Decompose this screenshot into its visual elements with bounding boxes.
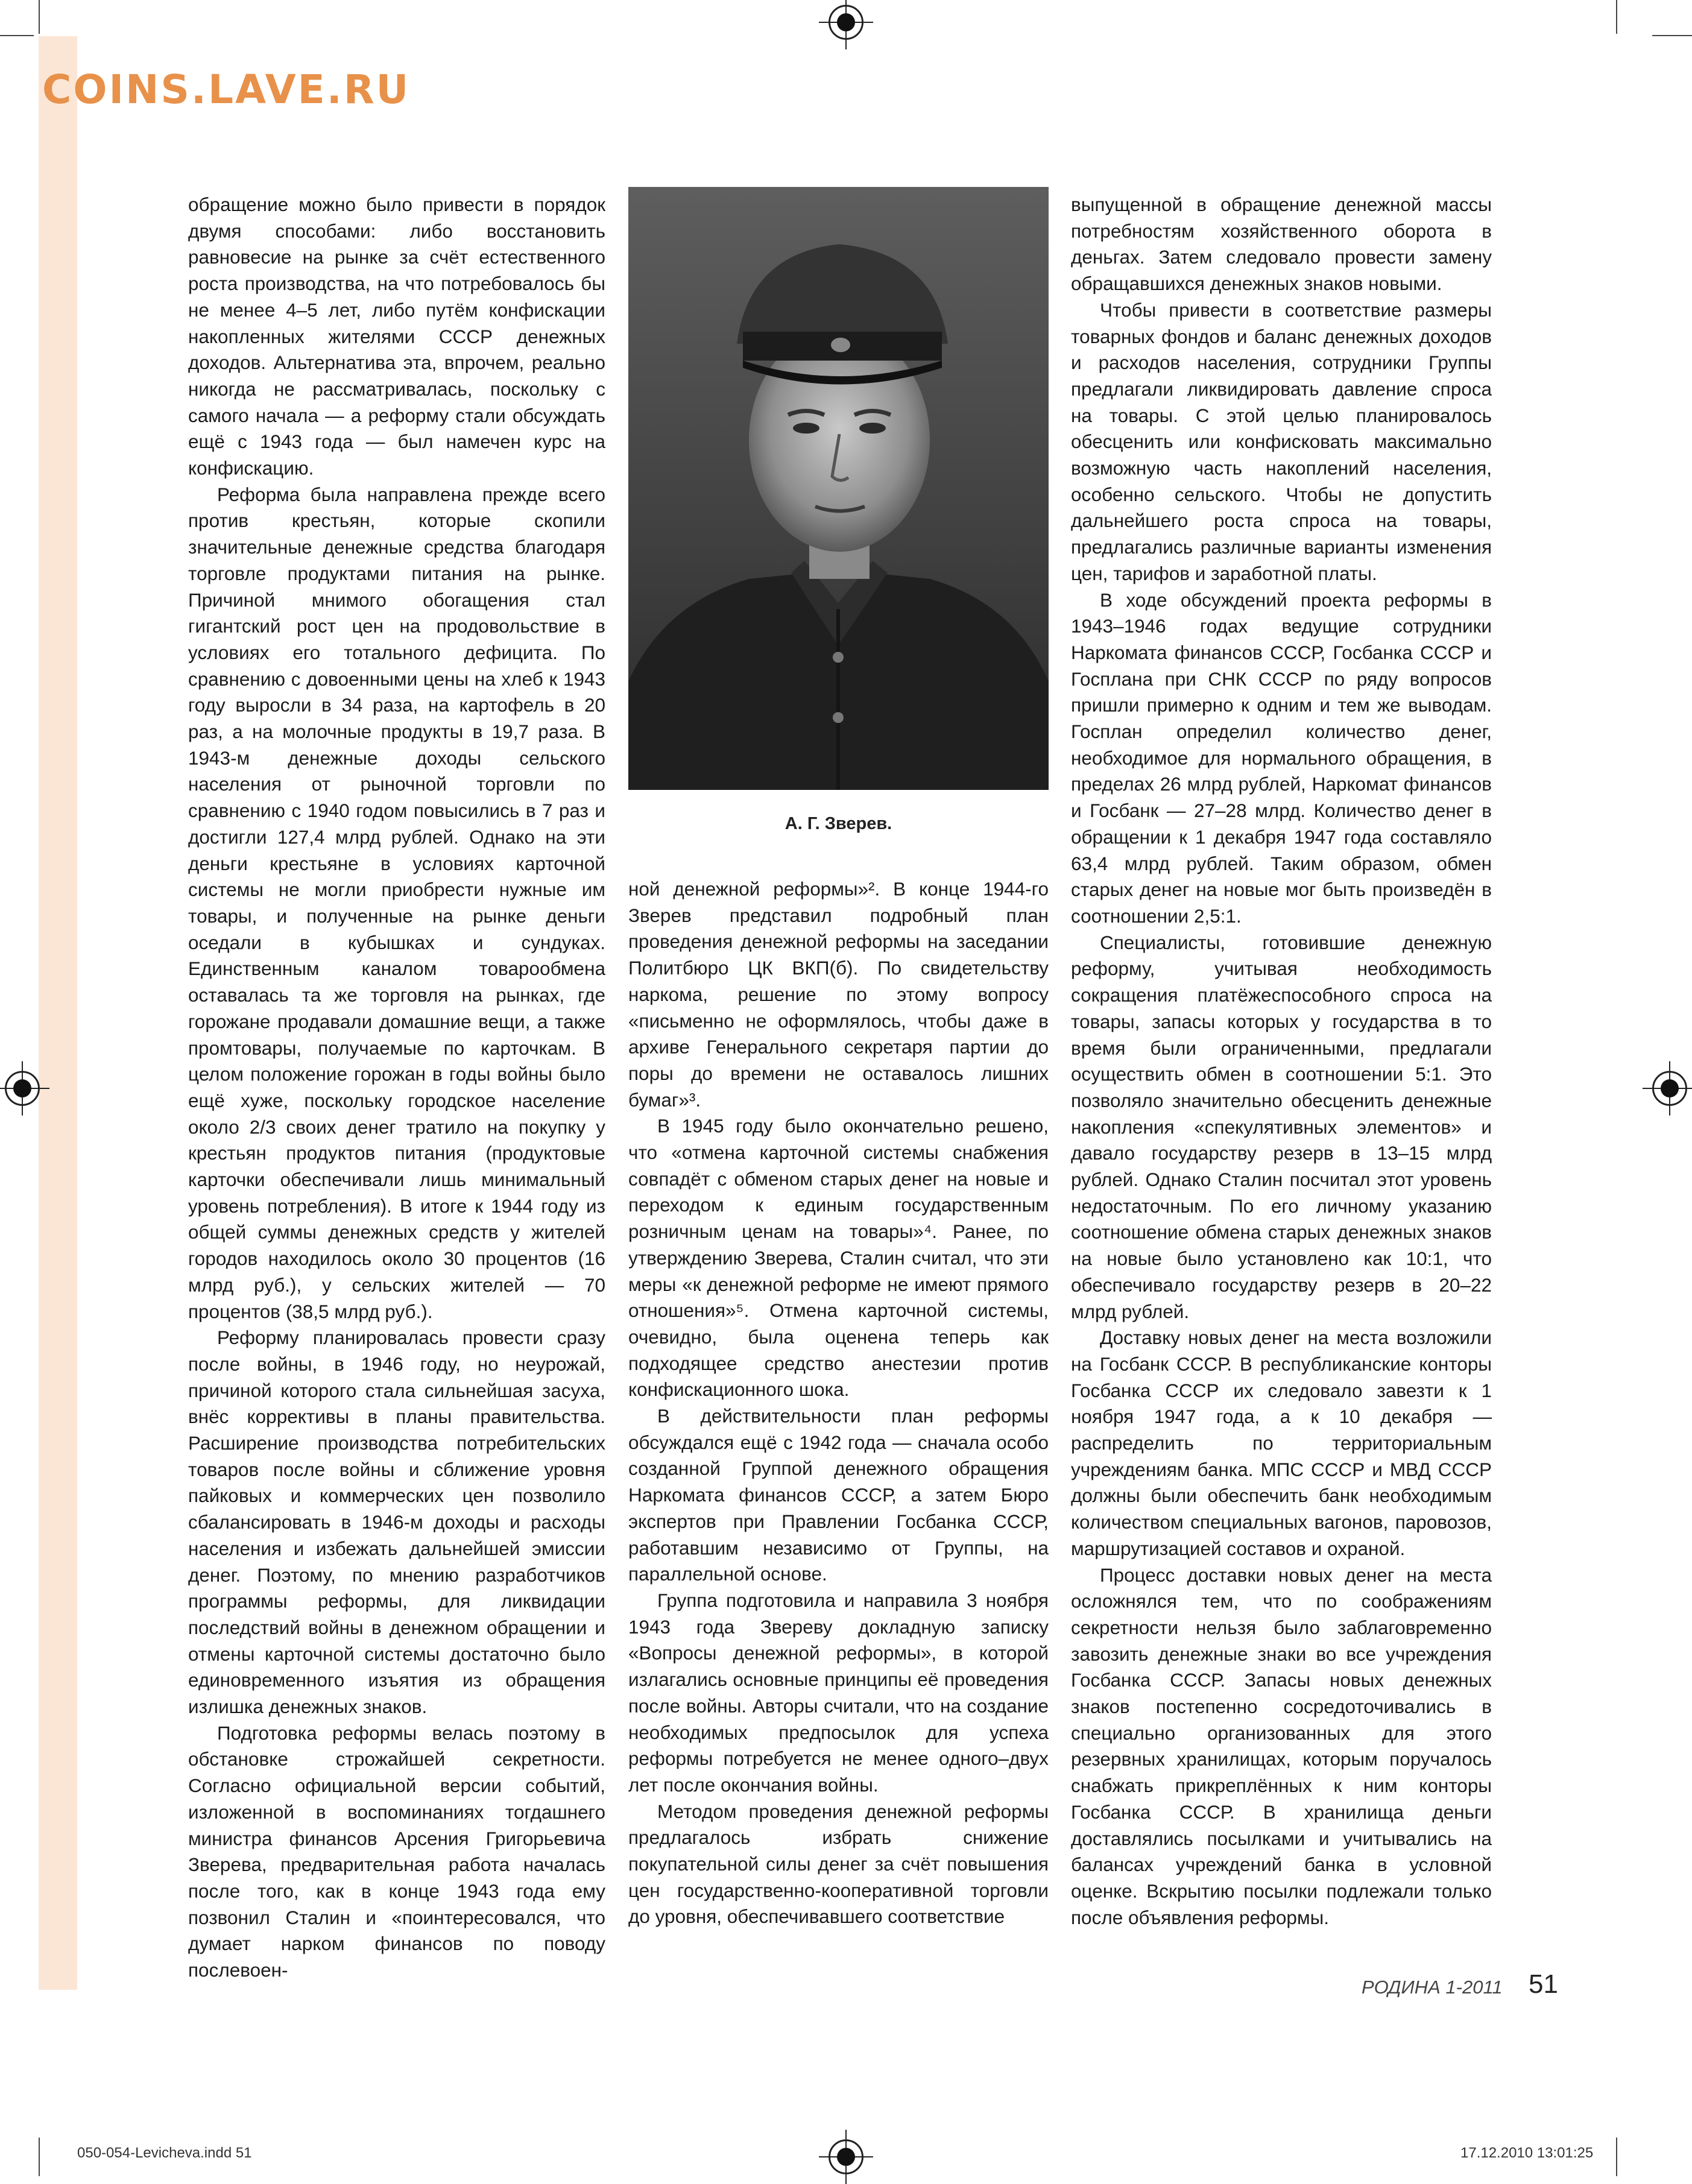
print-slug-timestamp: 17.12.2010 13:01:25: [1460, 2145, 1594, 2161]
left-column: [188, 192, 605, 1984]
print-slug-file: 050-054-Levicheva.indd 51: [77, 2145, 252, 2161]
crop-mark-icon: [39, 2138, 40, 2176]
paragraph: В ходе обсуждений проекта реформы в 1943–1946 годах ведущие сотрудники Наркомата финансов СССР, Госбанка СССР и Госплана при СНК СССР по ряду вопросов пришли примерно к одним и тем же выводам. Госплан определил количество денег, необходимое для нормального обращения, в пределах 26 млрд рублей, Наркомат финансов и Госбанк — 27–28 млрд. Количество денег в обращении к 1 декабря 1947 года составляло 63,4 млрд рублей. Таким образом, обмен старых денег на новые мог быть произведён в соотношении 2,5:1.: [1071, 589, 1492, 927]
paragraph: Группа подготовила и направила 3 ноября 1943 года Звереву докладную записку «Вопросы денежной реформы», в которой излагались основные принципы её проведения после войны. Авторы считали, что на создание необходимых предпосылок для успеха реформы потребуется не менее одного–двух лет после окончания войны.: [628, 1589, 1049, 1796]
paragraph: Специалисты, готовившие денежную реформу, учитывая необходимость сокращения платёжеспособного спроса на товары, запасы которых у государства в то время были ограниченными, предлагали осуществить обмен в соотношении 5:1. Это позволяло значительно обесценить денежные накопления «спекулятивных элементов» и давало государству резерв в 13–15 млрд рублей. Однако Сталин посчитал этот уровень недостаточным. По его личному указанию соотношение обмена старых денежных знаков на новые было установлено как 10:1, что обеспечивало государству резерв в 20–22 млрд рублей.: [1071, 931, 1492, 1322]
registration-mark-icon: [5, 1071, 40, 1106]
paragraph: Методом проведения денежной реформы предлагалось избрать снижение покупательной силы денег за счёт повышения цен государственно-кооперативной торговли до уровня, обеспечивавшего соответствие: [628, 1800, 1049, 1928]
crop-mark-icon: [1616, 2138, 1617, 2176]
page-number: 51: [1529, 1969, 1558, 1999]
journal-name: РОДИНА 1-2011: [1362, 1977, 1503, 1998]
portrait-illustration: [628, 187, 1049, 790]
registration-mark-icon: [829, 5, 863, 40]
crop-mark-icon: [0, 35, 34, 36]
paragraph: Подготовка реформы велась поэтому в обстановке строжайшей секретности. Согласно официальной версии событий, изложенной в воспоминаниях тогдашнего министра финансов Арсения Григорьевича Зверева, предварительная работа началась после того, как в конце 1943 года ему позвонил Сталин и «поинтересовался, что думает нарком финансов по поводу послевоен-: [188, 1722, 605, 1981]
paragraph: Реформа была направлена прежде всего против крестьян, которые скопили значительные денежные средства благодаря торговле продуктами питания на рынке. Причиной мнимого обогащения стал гигантский рост цен на продовольствие в условиях его тотального дефицита. По сравнению с довоенными цены на хлеб к 1943 году выросли в 34 раза, на картофель в 20 раз, а на молочные продукты в 19,7 раза. В 1943-м денежные доходы сельского населения от рыночной торговли по сравнению с 1940 годом повысились в 7 раз и достигли 127,4 млрд рублей. Однако на эти деньги крестьяне в условиях карточной системы не могли приобрести нужные им товары, и полученные на рынке деньги оседали в кубышках и сундуках. Единственным каналом товарообмена оставалась та же торговля на рынках, где горожане продавали домашние вещи, а также промтовары, получаемые по карточкам. В целом положение горожан в годы войны было ещё хуже, поскольку городское население около 2/3 своих денег тратило на покупку у крестьян продуктов питания (продуктовые карточки обеспечивали лишь минимальный уровень потребления). В итоге к 1944 году из общей суммы денежных средств у жителей городов находилось около 30 процентов (16 млрд руб.), у сельских жителей — 70 процентов (38,5 млрд руб.).: [188, 483, 605, 1322]
watermark: COINS.LAVE.RU: [42, 66, 411, 113]
registration-mark-icon: [829, 2139, 863, 2174]
registration-mark-icon: [1652, 1071, 1687, 1106]
portrait-photo: [628, 187, 1049, 790]
crop-mark-icon: [1616, 0, 1617, 34]
paragraph: выпущенной в обращение денежной массы потребностям хозяйственного оборота в деньгах. Затем следовало провести замену обращавшихся денежных знаков новыми.: [1071, 194, 1492, 295]
paragraph: обращение можно было привести в порядок двумя способами: либо восстановить равновесие на рынке за счёт естественного роста производства, на что потребовалось бы не менее 4–5 лет, либо путём конфискации накопленных жителями СССР денежных доходов. Альтернатива эта, впрочем, реально никогда не рассматривалась, поскольку с самого начала — а реформу стали обсуждать ещё с 1943 года — был намечен курс на конфискацию.: [188, 194, 605, 479]
paragraph: В 1945 году было окончательно решено, что «отмена карточной системы снабжения совпадёт с обменом старых денег на новые и переходом к единым государственным розничным ценам на товары»⁴. Ранее, по утверждению Зверева, Сталин считал, что эти меры «к денежной реформе не имеют прямого отношения»⁵. Отмена карточной системы, очевидно, была оценена теперь как подходящее средство анестезии против конфискационного шока.: [628, 1115, 1049, 1401]
paragraph: В действительности план реформы обсуждался ещё с 1942 года — сначала особо созданной Группой денежного обращения Наркомата финансов СССР, а затем Бюро экспертов при Правлении Госбанка СССР, работавшим независимо от Группы, на параллельной основе.: [628, 1405, 1049, 1585]
paragraph: Процесс доставки новых денег на места осложнялся тем, что по соображениям секретности нельзя было заблаговременно завозить денежные знаки во все учреждения Госбанка СССР. Запасы новых денежных знаков постепенно сосредоточивались в специально организованных для этого резервных хранилищах, которым поручалось снабжать прикреплённых к ним конторы Госбанка СССР. В хранилища деньги доставлялись посылками и учитывались на балансах учреждений банка в условной оценке. Вскрытию посылки подлежали только после объявления реформы.: [1071, 1564, 1492, 1928]
crop-mark-icon: [39, 0, 40, 34]
paragraph: Доставку новых денег на места возложили на Госбанк СССР. В республиканские конторы Госбанка СССР их следовало завезти к 1 ноября 1947 года, а к 10 декабря — распределить по территориальным учреждениям банка. МПС СССР и МВД СССР должны были обеспечить банк необходимым количеством специальных вагонов, паровозов, маршрутизацией составов и охраной.: [1071, 1327, 1492, 1559]
left-margin-band: [39, 36, 77, 1990]
paragraph: Чтобы привести в соответствие размеры товарных фондов и баланс денежных доходов и расходов населения, сотрудники Группы предлагали ликвидировать давление спроса на товары. С этой целью планировалось обесценить или конфисковать максимально возможную часть накоплений населения, особенно сельского. Чтобы не допустить дальнейшего роста спроса на товары, предлагались различные варианты изменения цен, тарифов и заработной платы.: [1071, 298, 1492, 584]
paragraph: Реформу планировалась провести сразу после войны, в 1946 году, но неурожай, причиной которого стала сильнейшая засуха, внёс коррективы в планы правительства. Расширение производства потребительских товаров после войны и сближение уровня пайковых и коммерческих цен позволило сбалансировать в 1946-м доходы и расходы населения и избежать дальнейшей эмиссии денег. Поэтому, по мнению разработчиков программы реформы, для ликвидации последствий войны в денежном обращении и отмены карточной системы достаточно было единовременного изъятия из обращения излишка денежных знаков.: [188, 1327, 605, 1718]
right-column: [1071, 192, 1492, 1931]
paragraph: ной денежной реформы»². В конце 1944-го Зверев представил подробный план проведения денежной реформы на заседании Политбюро ЦК ВКП(б). По свидетельству наркома, решение по этому вопросу «письменно не оформлялось, чтобы даже в архиве Генерального секретаря партии до поры до времени не оставалось лишних бумаг»³.: [628, 878, 1049, 1111]
photo-caption: А. Г. Зверев.: [784, 814, 892, 833]
crop-mark-icon: [1652, 35, 1692, 36]
middle-column: [628, 876, 1049, 1930]
